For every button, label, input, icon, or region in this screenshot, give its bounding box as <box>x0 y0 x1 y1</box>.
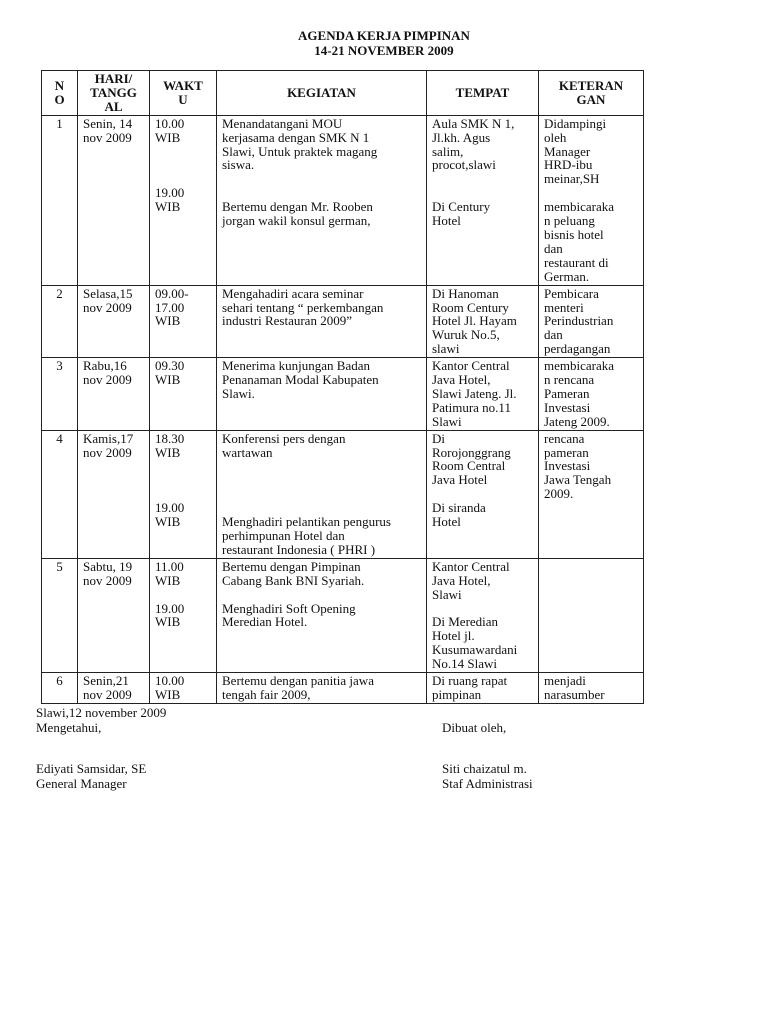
cell-time: 09.00- 17.00 WIB <box>150 285 217 358</box>
approver-name: Ediyati Samsidar, SE <box>36 761 147 776</box>
cell-note <box>539 558 644 672</box>
approver-role: General Manager <box>36 776 127 791</box>
cell-activity: Mengahadiri acara seminar sehari tentang “ perkembangan industri Restauran 2009” <box>217 285 427 358</box>
cell-note: membicaraka n rencana Pameran Investasi Jateng 2009. <box>539 358 644 431</box>
agenda-table <box>41 70 644 704</box>
cell-no: 3 <box>42 358 78 431</box>
cell-place: Di Hanoman Room Century Hotel Jl. Hayam Wuruk No.5, slawi <box>427 285 539 358</box>
cell-note: Pembicara menteri Perindustrian dan perdagangan <box>539 285 644 358</box>
cell-no: 5 <box>42 558 78 672</box>
header-no: N O <box>42 71 78 116</box>
document-date-range: 14-21 NOVEMBER 2009 <box>314 43 454 58</box>
cell-activity: Konferensi pers dengan wartawan Menghadiri pelantikan pengurus perhimpunan Hotel dan restaurant Indonesia ( PHRI ) <box>217 430 427 558</box>
cell-activity: Bertemu dengan Pimpinan Cabang Bank BNI Syariah. Menghadiri Soft Opening Meredian Hotel. <box>217 558 427 672</box>
cell-day: Selasa,15 nov 2009 <box>78 285 150 358</box>
cell-day: Sabtu, 19 nov 2009 <box>78 558 150 672</box>
cell-place: Kantor Central Java Hotel, Slawi Jateng. Jl. Patimura no.11 Slawi <box>427 358 539 431</box>
cell-no: 1 <box>42 115 78 285</box>
cell-time: 18.30 WIB 19.00 WIB <box>150 430 217 558</box>
preparer-name: Siti chaizatul m. <box>442 761 527 776</box>
cell-activity: Bertemu dengan panitia jawa tengah fair 2009, <box>217 673 427 704</box>
cell-time: 11.00 WIB 19.00 WIB <box>150 558 217 672</box>
cell-activity: Menandatangani MOU kerjasama dengan SMK N 1 Slawi, Untuk praktek magang siswa. Bertemu dengan Mr. Rooben jorgan wakil konsul german, <box>217 115 427 285</box>
preparer-role: Staf Administrasi <box>442 776 533 791</box>
cell-note: Didampingi oleh Manager HRD-ibu meinar,SH membicaraka n peluang bisnis hotel dan restaurant di German. <box>539 115 644 285</box>
place-date: Slawi,12 november 2009 <box>36 705 167 720</box>
prepared-by-label: Dibuat oleh, <box>442 720 507 735</box>
cell-no: 6 <box>42 673 78 704</box>
header-place: TEMPAT <box>427 71 539 116</box>
header-activity: KEGIATAN <box>217 71 427 116</box>
cell-place: Di ruang rapat pimpinan <box>427 673 539 704</box>
acknowledged-label: Mengetahui, <box>36 720 102 735</box>
header-time: WAKT U <box>150 71 217 116</box>
cell-time: 10.00 WIB <box>150 673 217 704</box>
table-row <box>42 558 644 672</box>
table-row <box>42 673 644 704</box>
table-row <box>42 115 644 285</box>
cell-time: 09.30 WIB <box>150 358 217 431</box>
cell-day: Rabu,16 nov 2009 <box>78 358 150 431</box>
table-row <box>42 285 644 358</box>
cell-note: rencana pameran Investasi Jawa Tengah 2009. <box>539 430 644 558</box>
cell-place: Kantor Central Java Hotel, Slawi Di Meredian Hotel jl. Kusumawardani No.14 Slawi <box>427 558 539 672</box>
table-row <box>42 358 644 431</box>
document-title: AGENDA KERJA PIMPINAN <box>298 28 470 43</box>
cell-place: Aula SMK N 1, Jl.kh. Agus salim, procot,slawi Di Century Hotel <box>427 115 539 285</box>
cell-activity: Menerima kunjungan Badan Penanaman Modal Kabupaten Slawi. <box>217 358 427 431</box>
header-note: KETERAN GAN <box>539 71 644 116</box>
cell-day: Senin, 14 nov 2009 <box>78 115 150 285</box>
cell-no: 4 <box>42 430 78 558</box>
cell-note: menjadi narasumber <box>539 673 644 704</box>
cell-no: 2 <box>42 285 78 358</box>
cell-day: Senin,21 nov 2009 <box>78 673 150 704</box>
header-day-date: HARI/ TANGG AL <box>78 71 150 116</box>
cell-place: Di Rorojonggrang Room Central Java Hotel Di siranda Hotel <box>427 430 539 558</box>
cell-time: 10.00 WIB 19.00 WIB <box>150 115 217 285</box>
table-row <box>42 430 644 558</box>
cell-day: Kamis,17 nov 2009 <box>78 430 150 558</box>
